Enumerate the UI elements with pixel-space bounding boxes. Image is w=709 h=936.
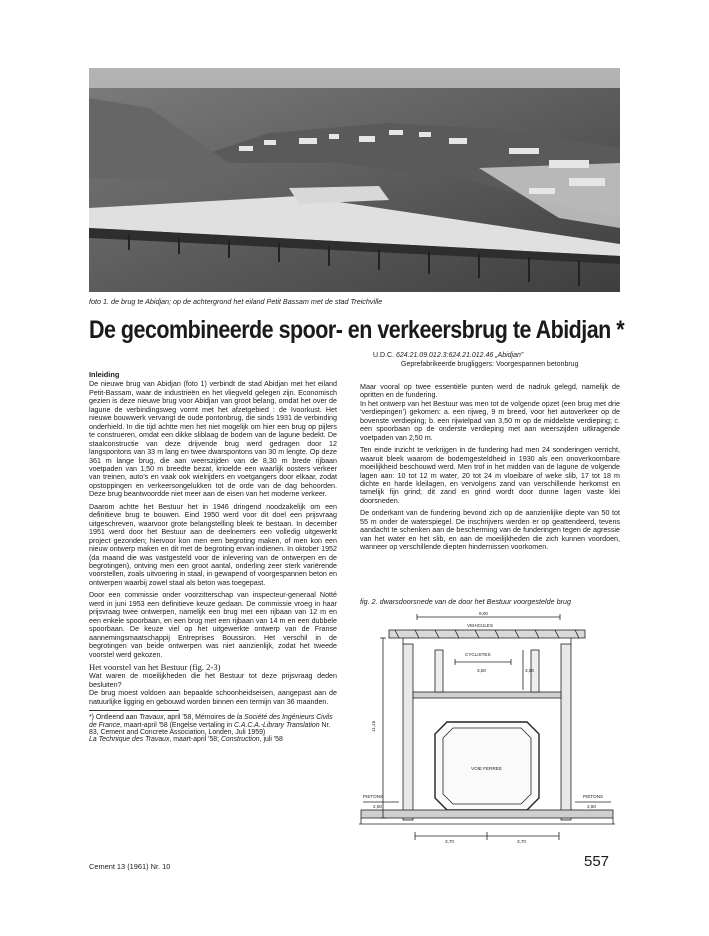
footnote-text: *) Ontleend aan: [89, 714, 140, 722]
dim-bottom-right: 3,70: [517, 839, 526, 844]
paragraph: Door een commissie onder voorzitterschap van inspecteur-generaal Notté werd in juni 1953 een definitieve keuze gedaan. De commissie vroeg in haar prijsvraag twee ontwerpen, namelijk een brug met een rijbaan van 12 m en een enkele spoorbaan, en een brug met een rijbaan van 14 m en een dubbele spoorbaan. De keuze viel op het uitgewerkte ontwerp van de Franse aannemingsmaatschappij Entreprises Boussiron. Het verschil in de begrotingen van beide ontwerpen was niet aanzienlijk, zodat het tweede voorstel werd gekozen.: [89, 591, 337, 659]
cross-section-figure: [355, 610, 619, 846]
udc-classification: [373, 352, 523, 359]
paragraph: Ten einde inzicht te verkrijgen in de fundering had men 24 sonderingen verricht, waaruit bleek waarom de bodemgesteldheid in 1930 als een onoverkoombare moeilijkheid beschouwd werd. Men trof in het midden van de lagune de volgende lagen aan: 10 tot 12 m water, 20 tot 24 m vloeibare of weke slib, 17 tot 18 m dichte en harde kleilagen, en vervolgens zand van verschillende herkomst en tamelijk fijn grind; dit zand en grind wordt door dunne lagen vaste klei doorsneden.: [360, 446, 620, 505]
footnote-source: Travaux: [139, 714, 164, 722]
udc-code: 624.21.09.012.3:624.21.012.46 „Abidjan”: [395, 352, 524, 359]
footnote-text: , maart-april '58;: [169, 736, 221, 744]
section-heading-voorstel: Het voorstel van het Bestuur (fig. 2-3): [89, 661, 221, 672]
paragraph: De onderkant van de fundering bevond zich op de aanzienlijke diepte van 50 tot 55 m onder de waterspiegel. De inschrijvers werden er op geattendeerd, tevens aandacht te schenken aan de bescherming van de funderingen tegen de agressie van het water en het slib, en aan de moeilijkheden die zich kunnen voordoen, wanneer op verschillende diepten hindernissen voorkomen.: [360, 509, 620, 552]
label-vehicules: VEHICULES: [467, 623, 494, 628]
dim-250-left: 2,50: [373, 804, 382, 809]
footnote-source: C.A.C.A.-Library Translation: [233, 721, 320, 729]
right-column: [360, 383, 620, 556]
footnote-source: La Technique des Travaux: [89, 736, 170, 744]
label-pietons-right: PIETONS: [583, 794, 604, 799]
footnote-source: la Société des Ingénieurs Civils de France: [89, 714, 333, 729]
dim-bottom-left: 3,70: [445, 839, 454, 844]
photo-caption: foto 1. de brug te Abidjan; op de achtergrond het eiland Petit Bassam met de stad Treichville: [89, 297, 383, 306]
paragraph: In het ontwerp van het Bestuur was men tot de volgende opzet (een brug met drie ‘verdiepingen’) gekomen: a. een rijweg, 9 m breed, voor het autoverkeer op de bovenste verdieping; b. een rijwielpad van 3,50 m op de middelste verdieping; c. een spoorbaan op de onderste verdieping met aan weerszijden uitkragende voetpaden van 2,50 m.: [360, 399, 620, 442]
label-voie-ferree: VOIE FERREE: [471, 766, 502, 771]
footnote-text: Nr. 83, Cement and Concrete Association, Londen, Juli 1959): [89, 721, 331, 737]
dim-350: 3,50: [477, 668, 486, 673]
dim-top: 9,00: [479, 611, 488, 616]
article-title: De gecombineerde spoor- en verkeersbrug te Abidjan *: [89, 316, 625, 344]
paragraph: Daarom achtte het Bestuur het in 1946 dringend noodzakelijk om een definitieve brug te bouwen. Eind 1950 werd voor dit doel een prijsvraag uitgeschreven, waarvoor grote belangstelling bleek te bestaan. In december 1951 werd door het Bestuur aan de deelnemers een volledig uitgewerkt project gezonden; hiervoor kon men een begroting maken, of men kon een nieuw ontwerp maken en dit met de begroting ervan indienen. In oktober 1952 (da maand die was vastgesteld voor de inlevering van de ontwerpen en de begrotingen), ontving men een groot aantal, onderling zeer sterk variërende voorstellen, zoals uitvoering in staal, in gewapend of voorgespannen beton en ontwerpen waarbij zowel staal als beton was toegepast.: [89, 502, 337, 587]
footnote-text: , juli '58: [259, 736, 283, 744]
bridge-photo-image: [89, 68, 620, 292]
label-cyclistes: CYCLISTES: [465, 652, 491, 657]
footnote-text: , maart-april '58 (Engelse vertaling in: [120, 721, 234, 729]
footnote-source: Construction: [220, 736, 260, 744]
footnote: [89, 714, 337, 744]
article-subtitle: Geprefabrikeerde brugliggers: Voorgespannen betonbrug: [401, 361, 579, 368]
figure-caption: fig. 2. dwarsdoorsnede van de door het Bestuur voorgestelde brug: [360, 597, 571, 606]
dim-mid: 3,80: [525, 668, 534, 673]
bridge-photo: [89, 68, 620, 292]
section-heading-inleiding: Inleiding: [89, 370, 120, 379]
udc-prefix: U.D.C.: [373, 352, 394, 359]
footnote-text: , april '58, Mémoires de: [163, 714, 237, 722]
page-number: 557: [584, 853, 610, 870]
label-pietons-left: PIETONS: [363, 794, 384, 799]
journal-reference: Cement 13 (1961) Nr. 10: [89, 862, 171, 871]
paragraph: De nieuwe brug van Abidjan (foto 1) verbindt de stad Abidjan met het eiland Petit-Bassam, waar de industrieën en het vliegveld gelegen zijn. Economisch gezien is deze nieuwe brug voor Abidjan van groot belang, omdat het over de lagune de verbindingsweg vormt met het afzetgebied : de Ivoorkust. Het nieuwe bouwwerk vervangt de oude pontonbrug, die sinds 1931 de verbinding onderhield. In die tijd achtte men het niet mogelijk om hier een brug op pijlers te construeren, omdat een dikke sliblaag de bodem van de lagune bedekt. De staalconstructie van deze drijvende brug werd gedragen door 12 langspontons van 33 m lang en twee dwarspontons van 30 m lengte. Op deze 361 m lange brug, die aan weerszijden van de 8,30 m brede rijbaan voetpaden van 1,50 m breedte bezat, krioelde een waarlijk oosters verkeer van treinen, auto’s en vaak ook wielrijders en voetgangers door elkaar, zodat opstoppingen en verkeersongelukken tot de orde van de dag behoorden. Deze brug beantwoordde niet meer aan de eisen van het moderne verkeer.: [89, 380, 337, 499]
footnote-divider: [89, 710, 179, 711]
dim-250-right: 2,50: [587, 804, 596, 809]
paragraph: Maar vooral op twee essentiële punten werd de nadruk gelegd, namelijk de opritten en de fundering.: [360, 383, 620, 400]
left-column: [89, 371, 337, 744]
cross-section-drawing: [355, 610, 619, 846]
paragraph: Wat waren de moeilijkheden die het Bestuur tot deze prijsvraag deden besluiten?: [89, 672, 337, 689]
paragraph: De brug moest voldoen aan bepaalde schoonheidseisen, aangepast aan de natuurlijke ligging en gebouwd worden binnen een termijn van 36 maanden.: [89, 689, 337, 706]
dim-height: 11,15: [371, 720, 376, 732]
